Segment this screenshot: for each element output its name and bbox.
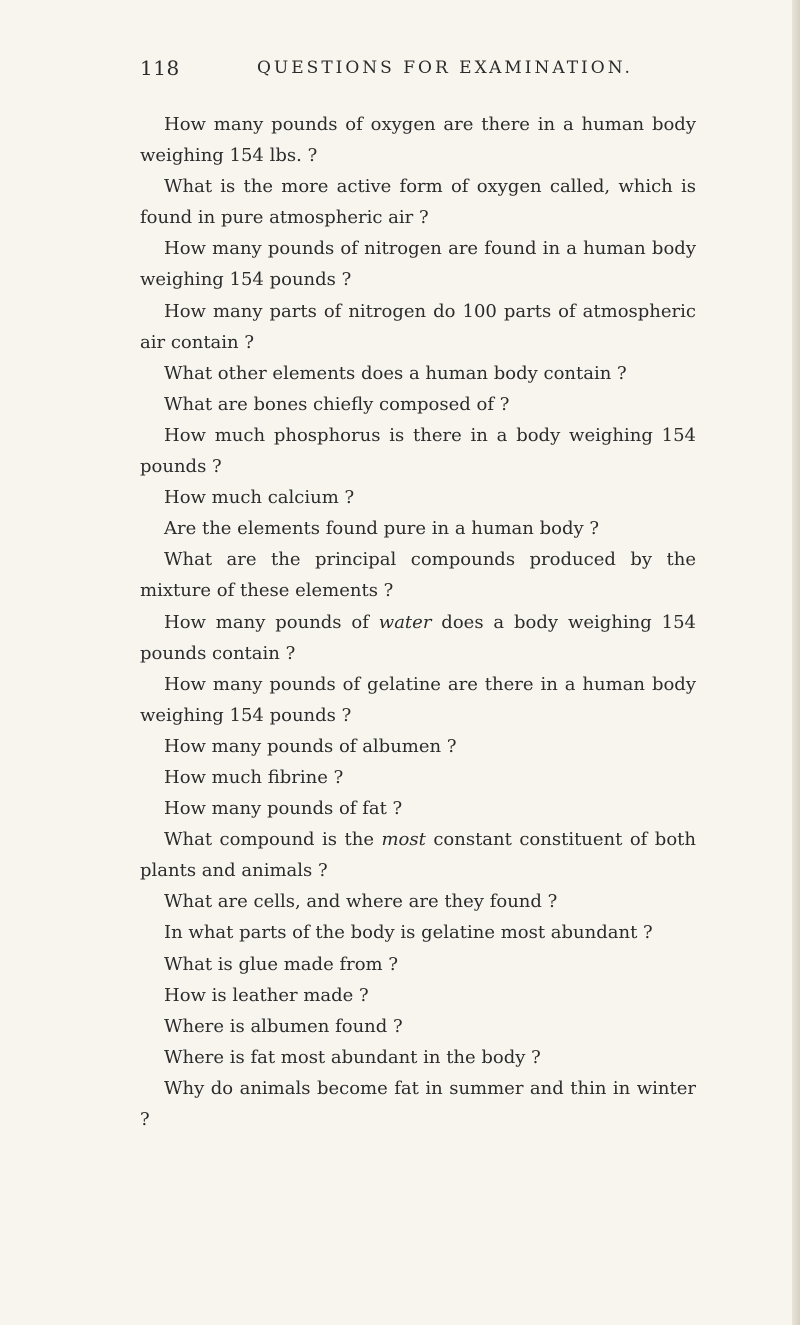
emphasized-word: most	[381, 829, 426, 851]
question: What is glue made from ?	[164, 953, 398, 975]
question-part: does a body weighing 154 pounds contain ?	[140, 611, 696, 664]
question: What are bones chiefly composed of ?	[164, 393, 510, 415]
question: How many pounds of gelatine are there in a human body weighing 154 pounds ?	[140, 673, 696, 726]
question: What are the principal compounds produced by the mixture of these elements ?	[140, 549, 696, 602]
question: How many pounds of fat ?	[164, 798, 403, 820]
page-header	[140, 56, 700, 86]
question: Where is albumen found ?	[164, 1015, 403, 1037]
page-edge	[792, 0, 800, 1325]
question: How much phosphorus is there in a body weighing 154 pounds ?	[140, 424, 696, 478]
question: In what parts of the body is gelatine most abundant ?	[164, 922, 653, 944]
question: How much fibrine ?	[164, 766, 344, 788]
emphasized-word: water	[378, 611, 432, 633]
question: What other elements does a human body contain ?	[164, 362, 627, 384]
question: Are the elements found pure in a human body ?	[164, 518, 600, 540]
question: Why do animals become fat in summer and thin in winter ?	[140, 1077, 696, 1130]
page-number: 118	[140, 56, 180, 80]
question-part: What compound is the	[164, 829, 382, 851]
question-part: constant constituent of both plants and animals ?	[140, 829, 696, 882]
question: What is the more active form of oxygen called, which is found in pure atmospheric air ?	[140, 176, 696, 229]
question: What are cells, and where are they found ?	[164, 891, 558, 913]
question: How many parts of nitrogen do 100 parts of atmospheric air contain ?	[140, 300, 696, 353]
running-head: QUESTIONS FOR EXAMINATION.	[257, 58, 633, 78]
question: How much calcium ?	[164, 487, 355, 509]
question	[140, 607, 696, 669]
questions-list	[140, 109, 696, 1135]
question: How many pounds of nitrogen are found in a human body weighing 154 pounds ?	[140, 238, 696, 291]
question: Where is fat most abundant in the body ?	[164, 1046, 541, 1068]
question: How many pounds of albumen ?	[164, 735, 457, 757]
question: How many pounds of oxygen are there in a human body weighing 154 lbs. ?	[140, 114, 696, 167]
question-part: How many pounds of	[164, 611, 379, 633]
question	[140, 824, 696, 886]
question: How is leather made ?	[164, 984, 369, 1006]
